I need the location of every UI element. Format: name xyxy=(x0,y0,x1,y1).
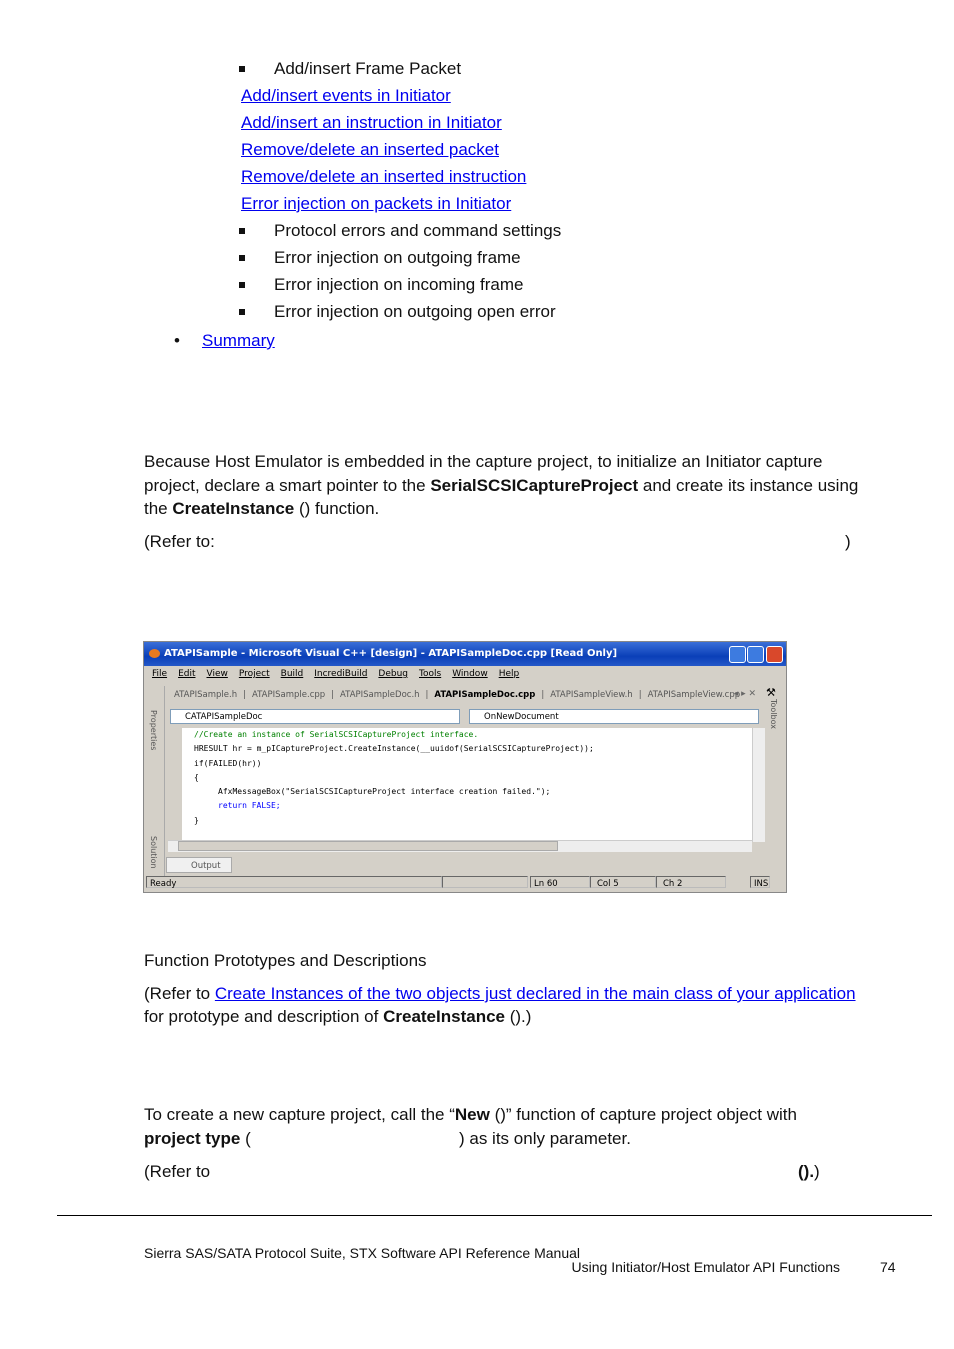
list-link[interactable]: Add/insert an instruction in Initiator xyxy=(241,113,502,132)
left-dock xyxy=(146,686,165,876)
refer-text: (Refer to xyxy=(144,1162,211,1181)
footer-chapter: Using Initiator/Host Emulator API Functions xyxy=(571,1259,840,1275)
section-heading: Function Prototypes and Descriptions xyxy=(144,951,427,970)
menu-item[interactable]: File xyxy=(152,669,168,679)
text: the xyxy=(144,499,173,518)
class-combo[interactable]: CATAPISampleDoc xyxy=(170,709,460,724)
code-line: return FALSE; xyxy=(218,801,281,811)
menu-item[interactable]: Window xyxy=(452,669,488,679)
maximize-button[interactable] xyxy=(747,646,764,663)
status-empty xyxy=(442,876,528,888)
list-link[interactable]: Add/insert events in Initiator xyxy=(241,86,451,105)
list-link[interactable]: Remove/delete an inserted instruction xyxy=(241,167,527,186)
app-icon xyxy=(149,649,160,658)
paragraph-line xyxy=(144,476,858,496)
bullet: • xyxy=(174,331,180,350)
status-line: Ln 60 xyxy=(530,876,590,888)
square-bullet xyxy=(239,282,245,288)
create-instances-link[interactable]: Create Instances of the two objects just declared in the main class of your application xyxy=(214,984,856,1003)
file-tab[interactable]: ATAPISample.cpp xyxy=(251,690,326,700)
bold-term: CreateInstance xyxy=(172,499,295,518)
menu-item[interactable]: View xyxy=(206,669,228,679)
list-item: Protocol errors and command settings xyxy=(274,221,562,240)
code-line: } xyxy=(194,815,199,825)
menu-item[interactable]: Tools xyxy=(419,669,442,679)
code-line: { xyxy=(194,772,199,782)
text: for prototype and description of xyxy=(144,1007,384,1026)
bold-term: (). xyxy=(798,1162,815,1181)
square-bullet xyxy=(239,309,245,315)
text: project, declare a smart pointer to the xyxy=(144,476,431,495)
list-link[interactable]: Remove/delete an inserted packet xyxy=(241,140,499,159)
status-ins: INS xyxy=(750,876,770,888)
minimize-button[interactable] xyxy=(729,646,746,663)
footer-divider xyxy=(57,1215,932,1216)
text: (Refer to xyxy=(144,984,215,1003)
paragraph-line xyxy=(144,499,379,519)
code-editor[interactable] xyxy=(182,728,752,842)
properties-panel-tab[interactable]: Properties xyxy=(149,710,158,751)
bold-term: CreateInstance xyxy=(383,1007,505,1026)
tab-separator: | xyxy=(425,690,429,700)
file-tab[interactable]: ATAPISampleDoc.cpp xyxy=(434,690,536,700)
bold-term: SerialSCSICaptureProject xyxy=(430,476,639,495)
text: To create a new capture project, call the “ xyxy=(144,1105,455,1124)
file-tab[interactable]: ATAPISampleDoc.h xyxy=(340,690,420,700)
refer-line xyxy=(144,1007,531,1027)
menu-item[interactable]: Debug xyxy=(378,669,409,679)
ide-screenshot xyxy=(143,641,787,893)
solution-panel-tab[interactable]: Solution xyxy=(149,836,158,869)
tab-separator: | xyxy=(243,690,246,700)
horizontal-scrollbar[interactable] xyxy=(168,840,752,852)
tab-separator: | xyxy=(638,690,642,700)
square-bullet xyxy=(239,255,245,261)
tab-separator: | xyxy=(541,690,545,700)
toolbox-icon: ⚒ xyxy=(766,686,776,699)
file-tab[interactable]: ATAPISampleView.h xyxy=(550,690,633,700)
refer-text: (Refer to: xyxy=(144,532,215,551)
paragraph-line xyxy=(144,1129,251,1149)
paragraph-line-end: ) as its only parameter. xyxy=(459,1129,631,1148)
menu-item[interactable]: Build xyxy=(280,669,304,679)
list-item: Add/insert Frame Packet xyxy=(274,59,462,78)
text: ()” function of capture project object with xyxy=(489,1105,797,1124)
list-link[interactable]: Error injection on packets in Initiator xyxy=(241,194,512,213)
bold-term: project type xyxy=(144,1129,241,1148)
status-bar xyxy=(146,876,784,890)
menu-item[interactable]: Edit xyxy=(178,669,196,679)
text: () function. xyxy=(294,499,380,518)
code-line: AfxMessageBox("SerialSCSICaptureProject interface creation failed."); xyxy=(218,787,551,797)
menu-item[interactable]: Help xyxy=(498,669,520,679)
list-item: Error injection on incoming frame xyxy=(274,275,524,294)
output-tab[interactable]: Output xyxy=(166,857,232,873)
text: ) xyxy=(814,1162,820,1181)
method-combo[interactable]: OnNewDocument xyxy=(469,709,759,724)
tab-scroll-close[interactable]: ◂ ▸ ✕ xyxy=(733,689,756,699)
status-ready: Ready xyxy=(146,876,442,888)
text: ().) xyxy=(504,1007,532,1026)
square-bullet xyxy=(239,228,245,234)
menu-bar xyxy=(152,669,530,679)
code-line: if(FAILED(hr)) xyxy=(194,758,262,768)
list-item: Error injection on outgoing open error xyxy=(274,302,556,321)
menu-item[interactable]: Project xyxy=(238,669,270,679)
refer-close: ) xyxy=(845,532,851,551)
summary-link[interactable]: Summary xyxy=(202,331,275,350)
file-tabs xyxy=(174,690,746,700)
file-tab[interactable]: ATAPISampleView.cpp xyxy=(647,690,741,700)
refer-line xyxy=(144,984,856,1004)
paragraph-line xyxy=(144,1105,797,1125)
text: and create its instance using xyxy=(638,476,859,495)
paragraph-line: Because Host Emulator is embedded in the capture project, to initialize an Initiator capture xyxy=(144,452,823,471)
page-number: 74 xyxy=(880,1259,896,1275)
code-line: //Create an instance of SerialSCSICaptureProject interface. xyxy=(194,730,479,739)
bold-term: New xyxy=(454,1105,490,1124)
right-dock xyxy=(766,686,784,836)
close-button[interactable] xyxy=(766,646,783,663)
status-col: Col 5 xyxy=(590,876,656,888)
refer-end xyxy=(798,1162,820,1182)
code-line: HRESULT hr = m_pICaptureProject.CreateInstance(__uuidof(SerialSCSICaptureProject)); xyxy=(194,744,594,754)
text: ( xyxy=(240,1129,251,1148)
status-ch: Ch 2 xyxy=(656,876,726,888)
square-bullet xyxy=(239,66,245,72)
window-title: ATAPISample - Microsoft Visual C++ [design] - ATAPISampleDoc.cpp [Read Only] xyxy=(144,642,786,666)
list-item: Error injection on outgoing frame xyxy=(274,248,521,267)
vertical-scrollbar[interactable] xyxy=(752,728,765,842)
footer-title: Sierra SAS/SATA Protocol Suite, STX Software API Reference Manual xyxy=(144,1245,581,1261)
menu-item[interactable]: IncrediBuild xyxy=(314,669,368,679)
toolbox-panel-tab[interactable]: Toolbox xyxy=(769,699,778,729)
tab-separator: | xyxy=(331,690,335,700)
file-tab[interactable]: ATAPISample.h xyxy=(174,690,238,700)
